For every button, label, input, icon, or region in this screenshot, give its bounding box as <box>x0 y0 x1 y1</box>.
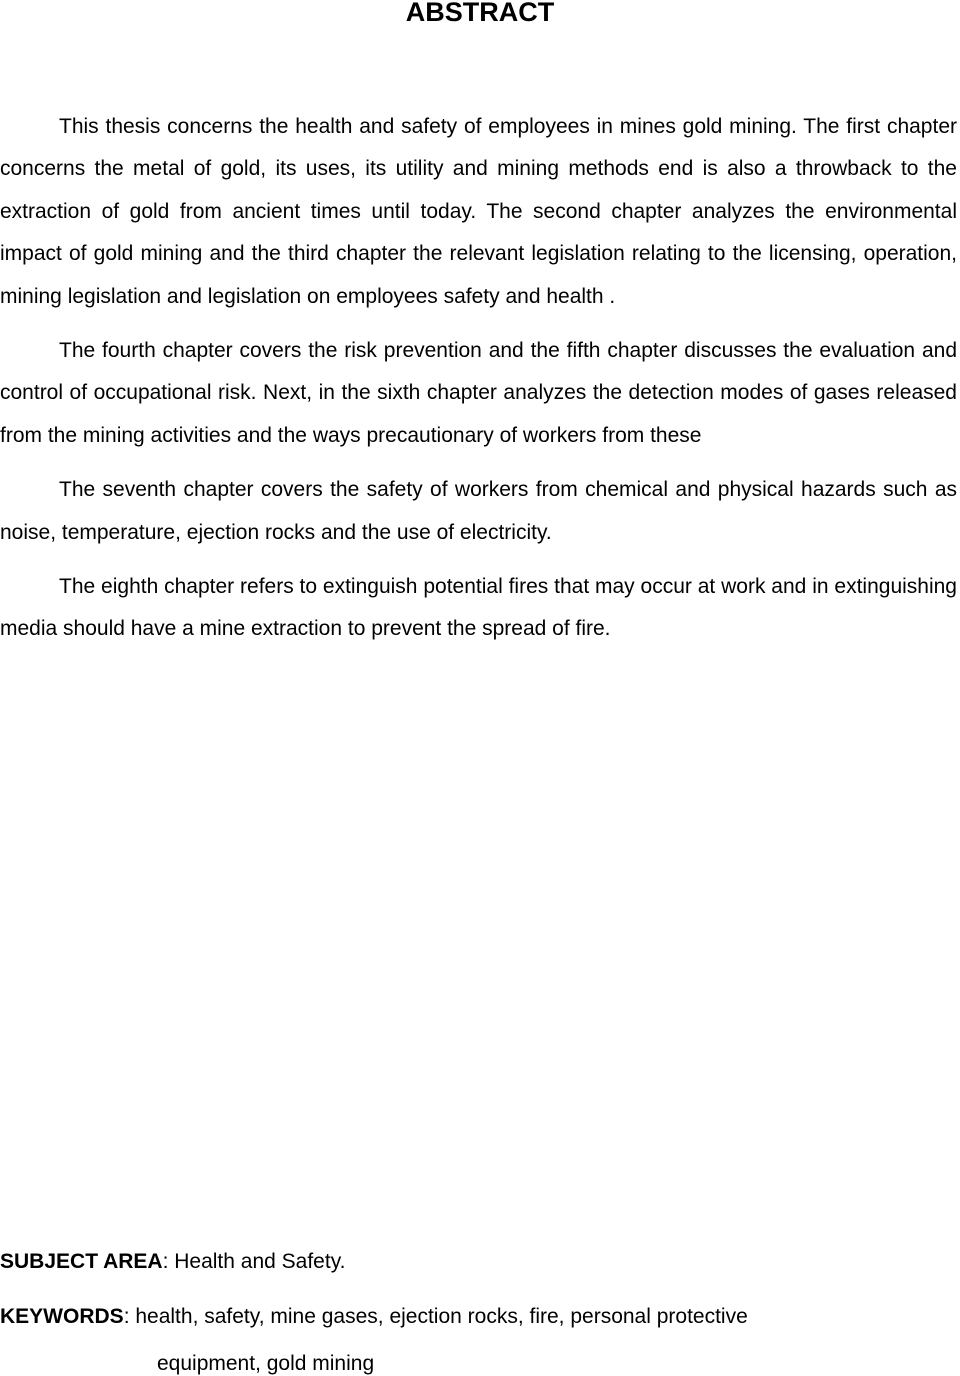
subject-area-label: SUBJECT AREA <box>0 1250 163 1273</box>
page-title: ABSTRACT <box>405 0 555 27</box>
abstract-paragraph-3: The seventh chapter covers the safety of workers from chemical and physical hazards such as noise, temperature, ejection rocks and the use of electricity. <box>0 478 957 544</box>
keywords-label: KEYWORDS <box>0 1305 124 1328</box>
abstract-paragraph-2: The fourth chapter covers the risk prevention and the fifth chapter discusses the evaluation and control of occupational risk. Next, in the sixth chapter analyzes the detection modes of gases released from the mining activities and the ways precautionary of workers from these <box>0 339 957 447</box>
keywords-value-line2: equipment, gold mining <box>157 1352 375 1375</box>
keywords-value-line1: : health, safety, mine gases, ejection rocks, fire, personal protective <box>123 1305 748 1328</box>
abstract-paragraph-4: The eighth chapter refers to extinguish potential fires that may occur at work and in extinguishing media should have a mine extraction to prevent the spread of fire. <box>0 575 957 641</box>
keywords-line <box>0 1305 957 1329</box>
abstract-body <box>0 106 957 651</box>
subject-area-line <box>0 1250 957 1274</box>
subject-area-value: : Health and Safety. <box>162 1250 346 1273</box>
abstract-paragraph-1: This thesis concerns the health and safety of employees in mines gold mining. The first chapter concerns the metal of gold, its uses, its utility and mining methods end is also a throwback to the extraction of gold from ancient times until today. The second chapter analyzes the environmental impact of gold mining and the third chapter the relevant legislation relating to the licensing, operation, mining legislation and legislation on employees safety and health . <box>0 115 957 308</box>
